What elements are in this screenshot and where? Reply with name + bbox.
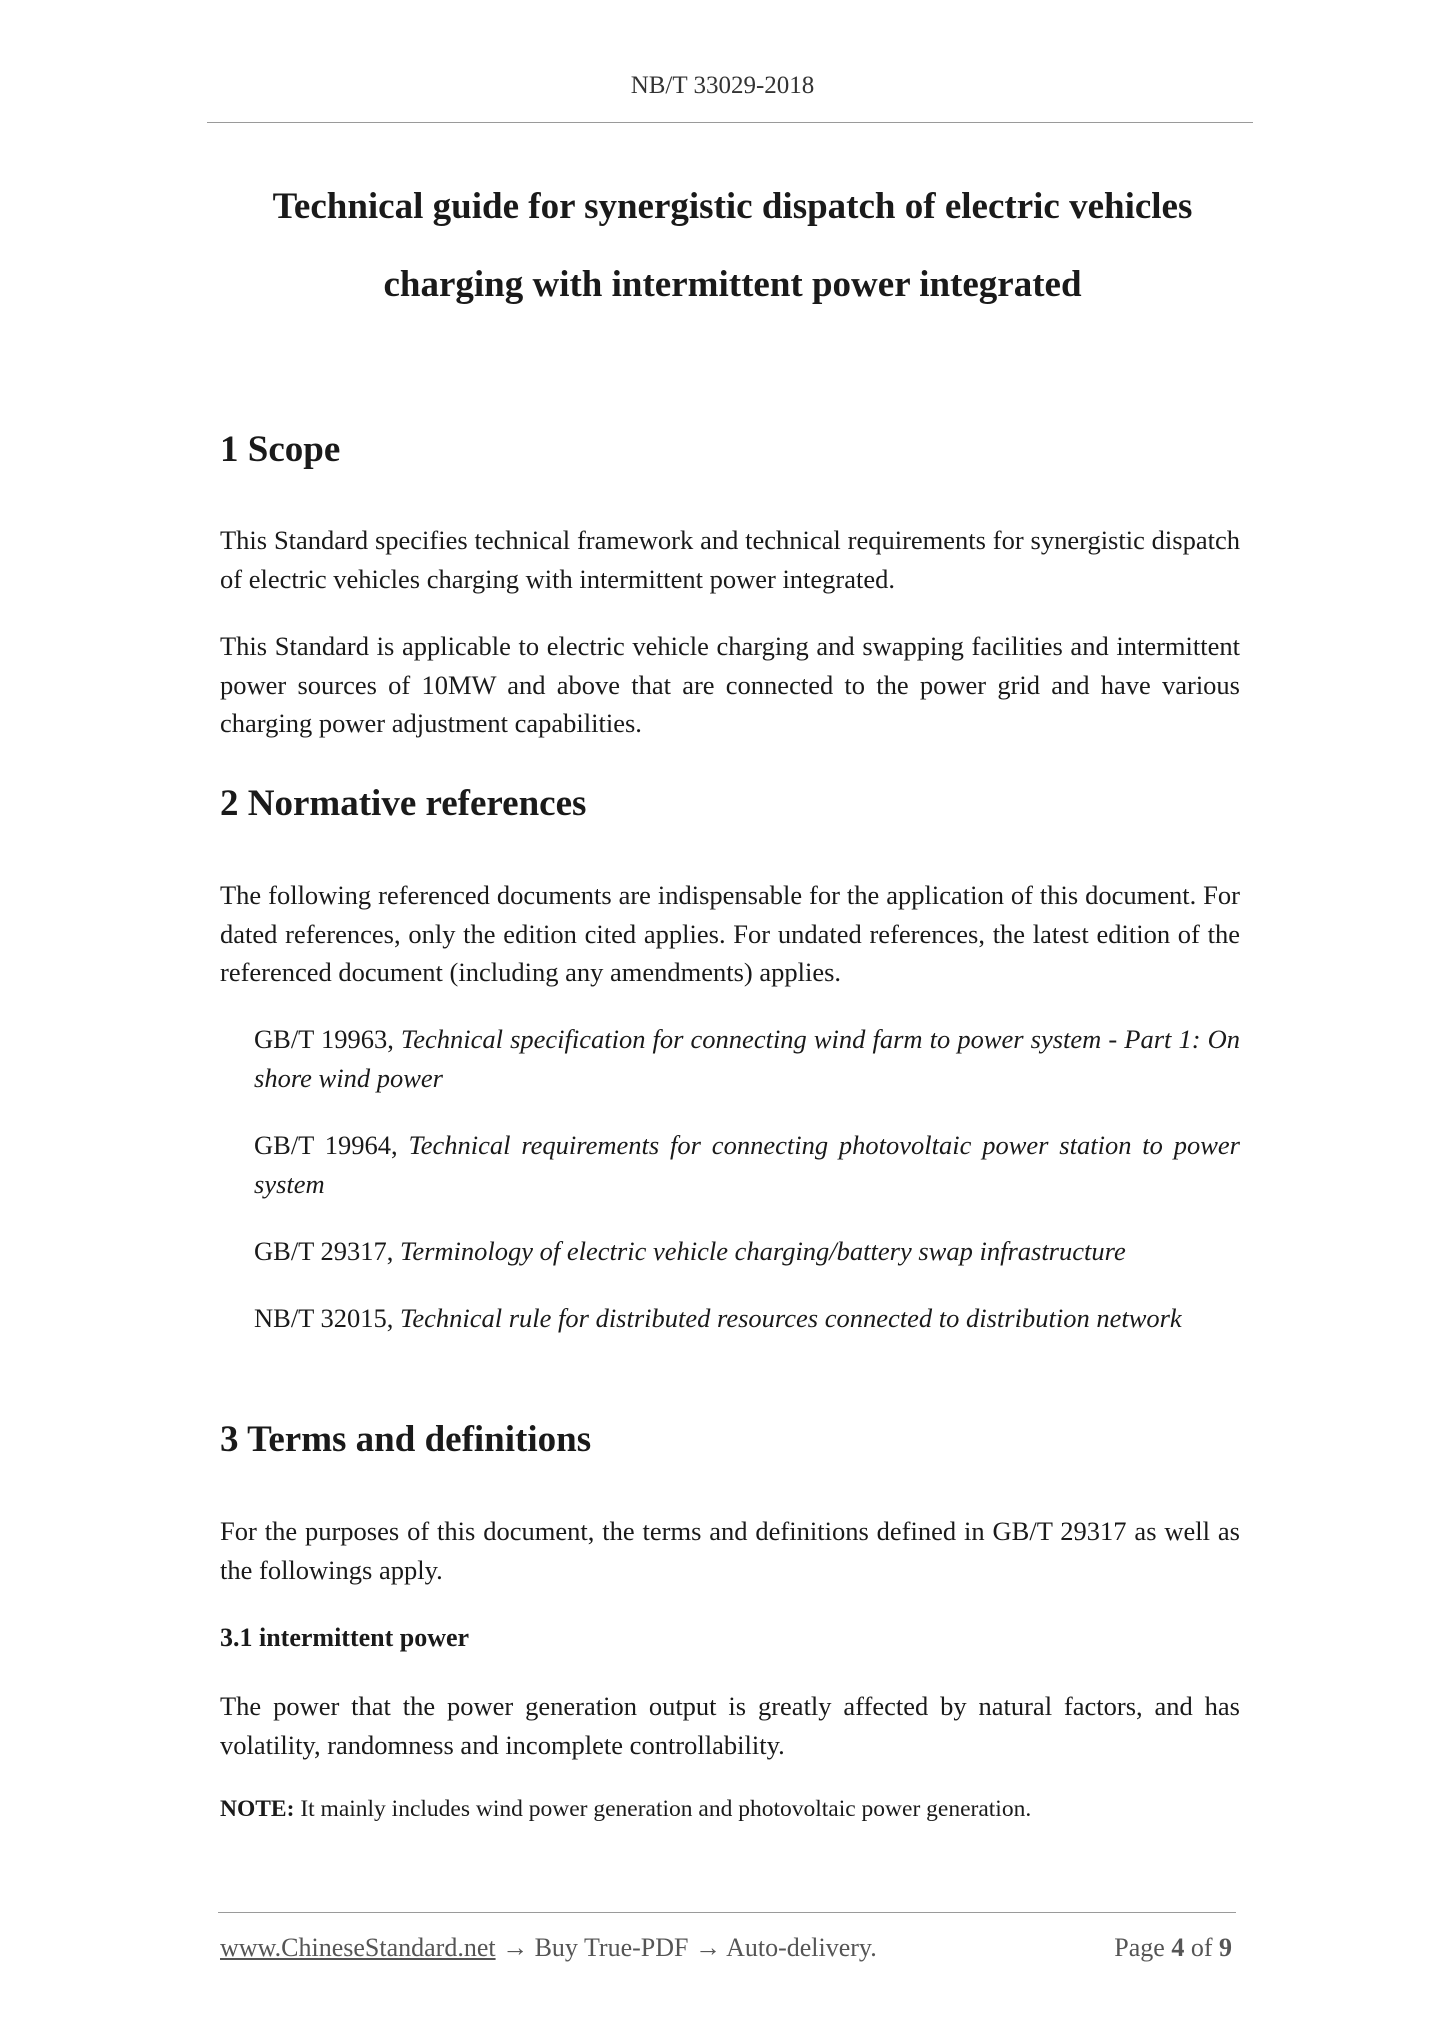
page-footer: [220, 1933, 1232, 1963]
reference-title: Technical requirements for connecting photovoltaic power station to power system: [254, 1130, 1240, 1199]
header-divider: [207, 122, 1253, 123]
reference-title: Technical rule for distributed resources connected to distribution network: [400, 1303, 1182, 1333]
note-label: NOTE:: [220, 1796, 295, 1822]
normative-paragraph: The following referenced documents are indispensable for the application of this document. For dated references, only the edition cited applies. For undated references, the latest edition of the referenced document (including any amendments) applies.: [220, 880, 1240, 987]
note-text: It mainly includes wind power generation and photovoltaic power generation.: [294, 1796, 1032, 1822]
section-heading-terms-and-definitions: 3 Terms and definitions: [220, 1419, 592, 1460]
reference-title: Technical specification for connecting wind farm to power system - Part 1: On shore wind power: [254, 1024, 1240, 1093]
header-document-code: NB/T 33029-2018: [630, 72, 815, 99]
reference-code: NB/T 32015,: [254, 1303, 401, 1333]
term-note: [220, 1792, 1240, 1826]
footer-delivery-text: Auto-delivery.: [721, 1933, 877, 1962]
title-line-1: Technical guide for synergistic dispatch of electric vehicles: [272, 186, 1193, 227]
reference-item: [254, 1232, 1240, 1271]
page-total: 9: [1219, 1933, 1232, 1962]
of-word: of: [1184, 1933, 1219, 1962]
reference-code: GB/T 19963,: [254, 1024, 401, 1054]
document-title: [180, 168, 1285, 324]
footer-divider: [218, 1912, 1236, 1913]
page-number: 4: [1171, 1933, 1185, 1962]
term-heading-intermittent-power: 3.1 intermittent power: [220, 1623, 470, 1652]
reference-item: [254, 1299, 1240, 1338]
terms-paragraph: For the purposes of this document, the terms and definitions defined in GB/T 29317 as well as the followings apply.: [220, 1516, 1240, 1585]
term-definition: The power that the power generation output is greatly affected by natural factors, and has volatility, randomness and incomplete controllability.: [220, 1691, 1240, 1760]
reference-item: [254, 1020, 1240, 1097]
arrow-right-icon: →: [502, 1933, 529, 1962]
scope-paragraph-1: This Standard specifies technical framework and technical requirements for synergistic dispatch of electric vehicles charging with intermittent power integrated.: [220, 525, 1240, 594]
reference-title: Terminology of electric vehicle charging/battery swap infrastructure: [400, 1236, 1126, 1266]
scope-paragraph-2: This Standard is applicable to electric vehicle charging and swapping facilities and intermittent power sources of 10MW and above that are connected to the power grid and have various charging power adjustment capabilities.: [220, 631, 1240, 738]
section-heading-scope: 1 Scope: [220, 429, 341, 470]
title-line-2: charging with intermittent power integrated: [383, 264, 1082, 305]
reference-item: [254, 1126, 1240, 1203]
page-word: Page: [1114, 1933, 1172, 1962]
chinesestandard-link[interactable]: www.ChineseStandard.net: [220, 1933, 496, 1962]
footer-buy-text: Buy True-PDF: [528, 1933, 695, 1962]
section-heading-normative-references: 2 Normative references: [220, 783, 587, 824]
reference-code: GB/T 19964,: [254, 1130, 409, 1160]
page-indicator: [1114, 1933, 1232, 1963]
arrow-right-icon: →: [695, 1933, 721, 1962]
footer-promo: [220, 1933, 877, 1963]
reference-code: GB/T 29317,: [254, 1236, 401, 1266]
